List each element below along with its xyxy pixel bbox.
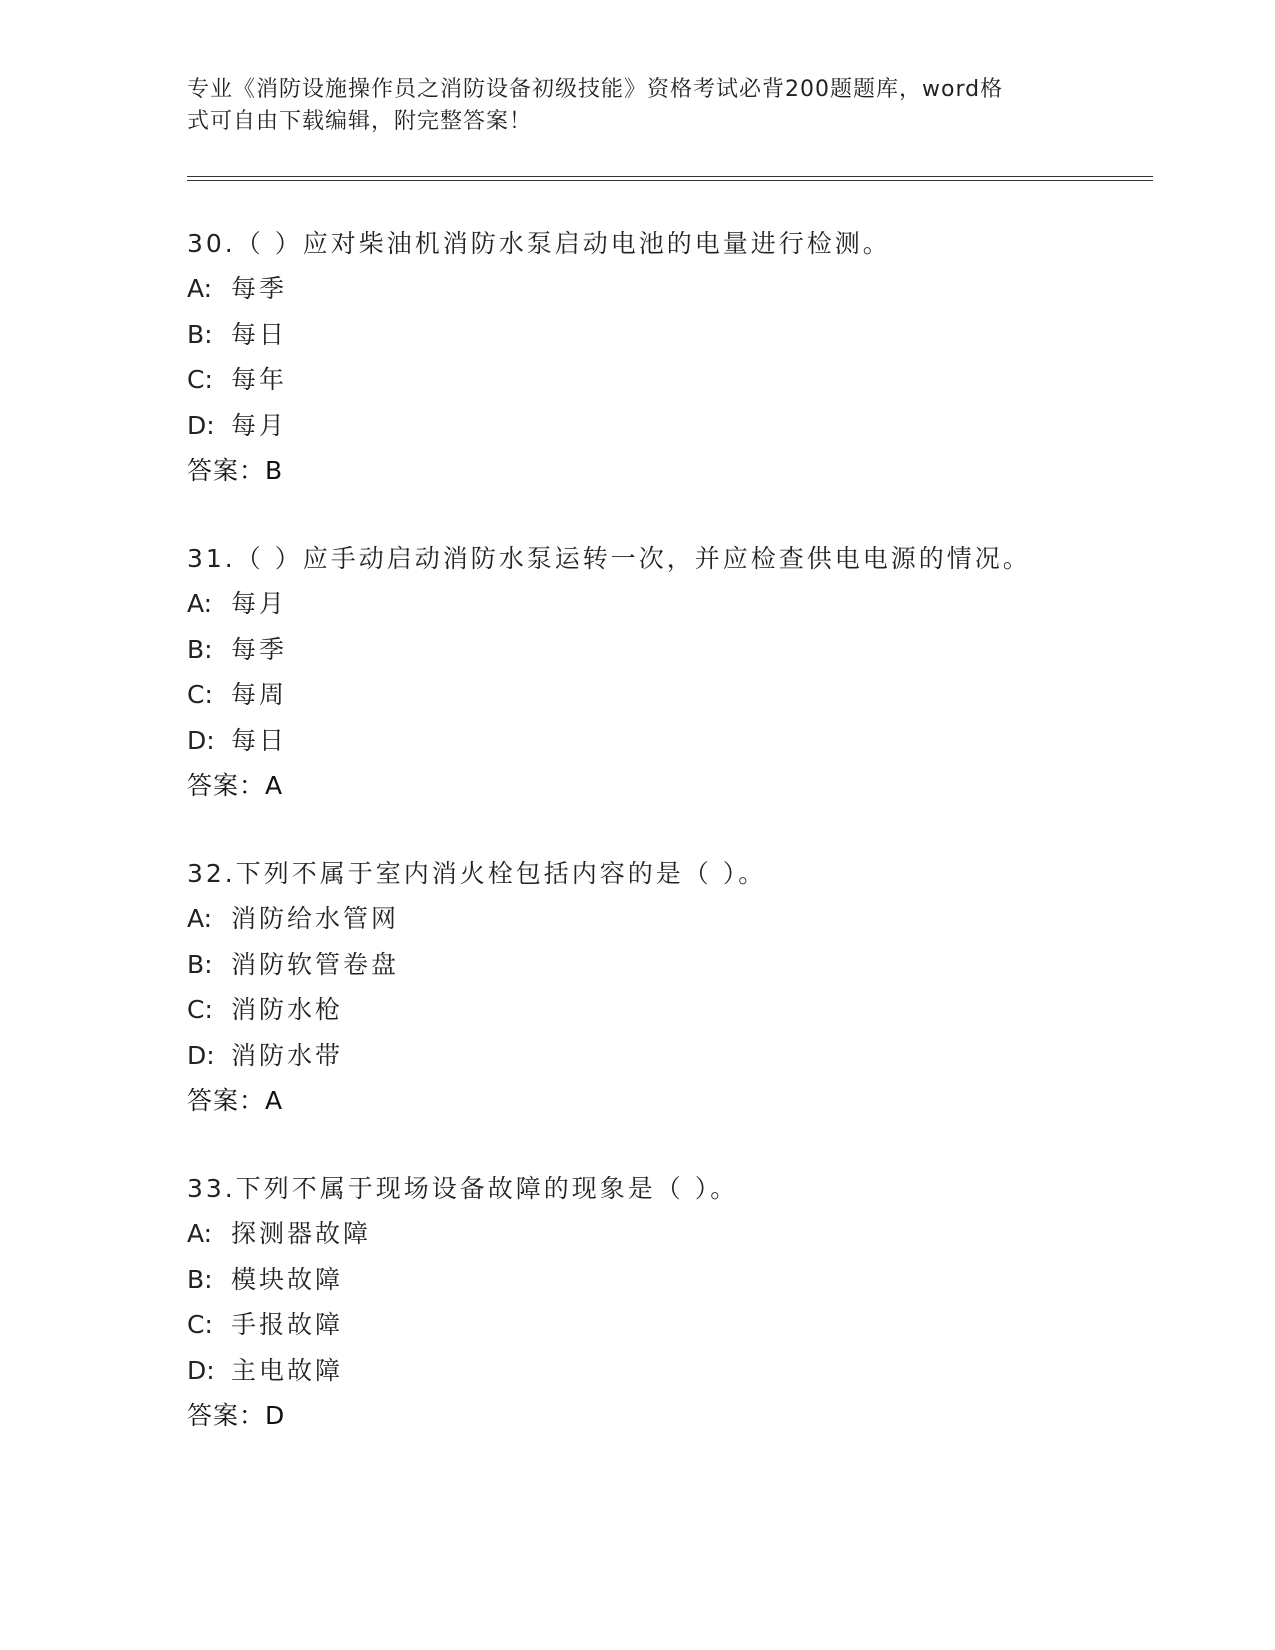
option-letter: C:	[187, 995, 213, 1024]
option-b	[187, 945, 1187, 991]
option-text: 手报故障	[231, 1310, 344, 1339]
header-line-1: 专业《消防设施操作员之消防设备初级技能》资格考试必背200题题库，word格	[187, 77, 1004, 102]
option-text: 模块故障	[231, 1264, 344, 1294]
option-d	[187, 1036, 1187, 1082]
option-text: 消防软管卷盘	[231, 949, 400, 979]
option-d	[187, 1351, 1187, 1397]
option-letter: D:	[187, 725, 215, 755]
option-letter: B:	[187, 1264, 213, 1294]
header-double-rule	[187, 176, 1153, 181]
option-text: 每年	[231, 365, 288, 394]
option-letter: A:	[187, 274, 213, 303]
option-text: 每月	[231, 589, 288, 618]
option-b	[187, 630, 1187, 676]
option-letter: B:	[187, 319, 213, 349]
answer-line: 答案：B	[187, 456, 284, 485]
option-text: 消防给水管网	[231, 904, 400, 933]
option-text: 主电故障	[231, 1355, 344, 1385]
question-33	[187, 1169, 1187, 1441]
header-line-2: 式可自由下载编辑，附完整答案！	[187, 109, 533, 134]
option-letter: D:	[187, 410, 215, 440]
option-letter: C:	[187, 680, 213, 709]
option-a	[187, 584, 1187, 630]
question-stem: 30.（ ）应对柴油机消防水泵启动电池的电量进行检测。	[187, 229, 891, 258]
question-stem: 32.下列不属于室内消火栓包括内容的是（ ）。	[187, 859, 767, 888]
option-text: 每季	[231, 274, 288, 303]
question-stem: 33.下列不属于现场设备故障的现象是（ ）。	[187, 1174, 739, 1203]
answer-line: 答案：A	[187, 1086, 284, 1115]
option-letter: C:	[187, 365, 213, 394]
option-c	[187, 675, 1187, 721]
option-text: 每日	[231, 725, 288, 755]
option-c	[187, 990, 1187, 1036]
option-letter: D:	[187, 1040, 215, 1070]
option-d	[187, 721, 1187, 767]
question-31	[187, 539, 1187, 811]
option-a	[187, 1214, 1187, 1260]
option-letter: B:	[187, 949, 213, 979]
option-a	[187, 269, 1187, 315]
option-text: 每季	[231, 634, 288, 664]
option-text: 每月	[231, 410, 288, 440]
answer-line: 答案：A	[187, 771, 284, 800]
option-text: 消防水枪	[231, 995, 344, 1024]
option-letter: A:	[187, 904, 213, 933]
option-text: 探测器故障	[231, 1219, 372, 1248]
question-32	[187, 854, 1187, 1126]
option-letter: D:	[187, 1355, 215, 1385]
option-letter: A:	[187, 589, 213, 618]
question-30	[187, 224, 1187, 496]
option-b	[187, 315, 1187, 361]
document-header	[187, 74, 1067, 138]
option-text: 每周	[231, 680, 288, 709]
answer-line: 答案：D	[187, 1401, 286, 1430]
option-text: 每日	[231, 319, 288, 349]
option-letter: C:	[187, 1310, 213, 1339]
option-c	[187, 1305, 1187, 1351]
option-letter: A:	[187, 1219, 213, 1248]
option-b	[187, 1260, 1187, 1306]
option-a	[187, 899, 1187, 945]
question-stem: 31.（ ）应手动启动消防水泵运转一次，并应检查供电电源的情况。	[187, 544, 1031, 573]
option-c	[187, 360, 1187, 406]
option-d	[187, 406, 1187, 452]
option-text: 消防水带	[231, 1040, 344, 1070]
option-letter: B:	[187, 634, 213, 664]
